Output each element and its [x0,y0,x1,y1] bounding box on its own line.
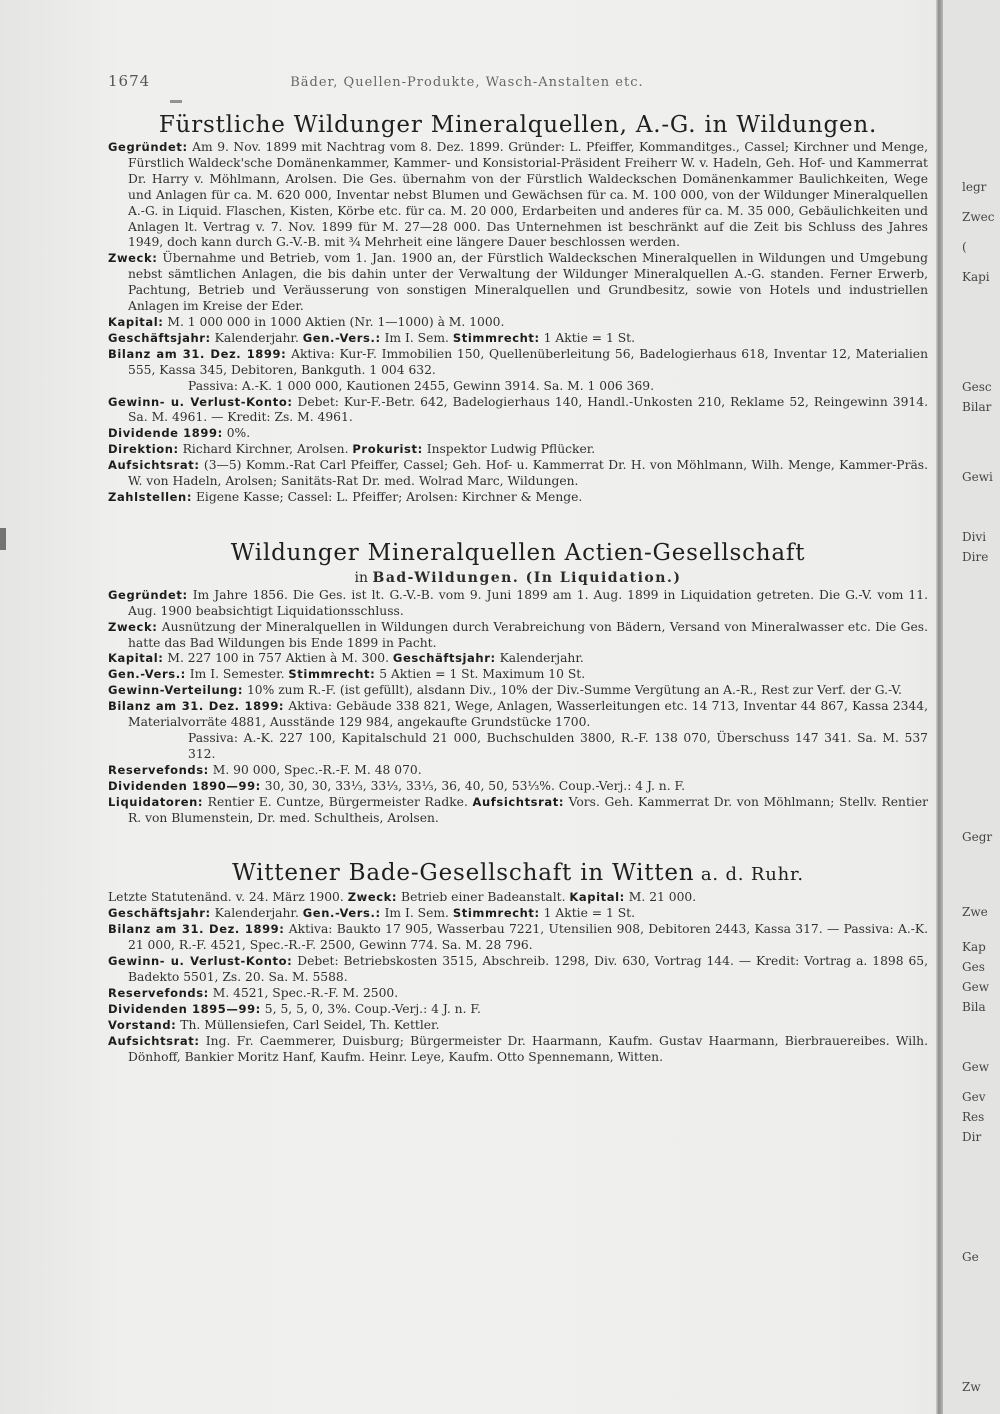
entry-text: 5, 5, 5, 0, 3%. Coup.-Verj.: 4 J. n. F. [260,1001,481,1016]
entry-label: Gegründet: [108,140,188,154]
entry-text: 10% zum R.-F. (ist gefüllt), alsdann Div., 10% der Div.-Summe Vergütung an A.-R., Rest zur Verf. der G.-V. [243,683,902,698]
company3-title-main: Wittener Bade-Gesellschaft in Witten [232,860,695,887]
margin-fragment: Dir [962,1130,982,1144]
entry-label: Gen.-Vers.: [302,330,381,345]
entry-label: Kapital: [569,890,625,905]
entry-paragraph [108,795,928,827]
margin-fragment: Bilar [962,400,992,414]
entry-text: Im I. Sem. [380,906,453,921]
entry-paragraph [108,779,928,795]
company3-title-suffix: a. d. Ruhr. [694,864,804,886]
entry-paragraph [108,699,928,731]
entry-label: Bilanz am 31. Dez. 1899: [108,699,285,714]
company2-title: Wildunger Mineralquellen Actien-Gesellschaft [230,539,806,566]
entry-label: Prokurist: [352,442,423,457]
page-header [108,72,928,100]
entry-text: 1 Aktie = 1 St. [539,906,635,921]
entry-paragraph [108,426,928,442]
margin-fragment: Dire [962,550,989,564]
margin-fragment: Kapi [962,270,990,284]
entry-paragraph [108,1002,928,1018]
margin-fragment: Zwe [962,905,988,919]
entry-text: Ausnützung der Mineralquellen in Wildungen durch Verabreichung von Bädern, Versand von Mineralwasser etc. Die Ges. hatte das Bad Wildungen bis Ende 1899 in Pacht. [128,619,928,650]
entry-label: Zweck: [347,890,398,905]
entry-label: Direktion: [108,442,179,457]
entry-paragraph [108,331,928,347]
company1-entry [108,140,928,506]
entry-text: Kalenderjahr. [210,330,303,345]
entry-label: Gegründet: [108,587,188,602]
entry-label: Geschäftsjahr: [108,906,211,921]
entry-text: 5 Aktien = 1 St. Maximum 10 St. [375,667,586,682]
entry-label: Geschäftsjahr: [392,651,496,666]
entry-text: Inspektor Ludwig Pflücker. [422,442,596,457]
margin-fragment: Gev [962,1090,986,1104]
entry-text: Aktiva: Kur-F. Immobilien 150, Quellenüberleitung 56, Badelogierhaus 618, Inventar 12, Materialien 555, Kassa 345, Debitoren, Bankguth. 1 004 632. [128,346,928,377]
entry-text: M. 1 000 000 in 1000 Aktien (Nr. 1—1000) à M. 1000. [163,314,505,329]
entry-paragraph [108,140,928,251]
entry-text: M. 21 000. [624,890,697,905]
company3-entry [108,890,928,1065]
entry-label: Gewinn- u. Verlust-Konto: [108,954,293,969]
entry-text: Eigene Kasse; Cassel: L. Pfeiffer; Arolsen: Kirchner & Menge. [192,489,583,504]
entry-paragraph [108,395,928,427]
entry-text: Passiva: A.-K. 1 000 000, Kautionen 2455, Gewinn 3914. Sa. M. 1 006 369. [188,378,655,393]
subtitle-place: Bad-Wildungen. [372,569,520,586]
entry-label: Aufsichtsrat: [108,458,200,473]
adjacent-page-edge [943,0,1000,1414]
entry-label: Gen.-Vers.: [302,906,381,921]
entry-paragraph [108,651,928,667]
subtitle-prefix: in [354,569,373,586]
entry-label: Kapital: [108,314,164,329]
entry-label: Vorstand: [108,1017,177,1032]
entry-label: Geschäftsjahr: [108,330,211,345]
entry-text: Ing. Fr. Caemmerer, Duisburg; Bürgermeister Dr. Haarmann, Kaufm. Gustav Haarmann, Bierbrauereibes. Wilh. Dönhoff, Bankier Moritz Hanf, Kaufm. Heinr. Leye, Kaufm. Otto Spennemann, Witten. [128,1033,928,1064]
page-number: 1674 [108,72,151,90]
entry-paragraph [108,731,928,763]
margin-fragment: Bila [962,1000,986,1014]
entry-label: Gewinn-Verteilung: [108,683,244,698]
entry-label: Stimmrecht: [452,330,540,345]
margin-fragment: legr [962,180,987,194]
binding-mark [0,528,6,550]
entry-paragraph [108,1018,928,1034]
page-content [108,72,928,1077]
entry-paragraph [108,890,928,906]
margin-fragment: Gewi [962,470,993,484]
entry-text: Im I. Sem. [380,330,453,345]
entry-label: Gen.-Vers.: [108,667,186,682]
entry-paragraph [108,315,928,331]
entry-text: Kalenderjahr. [495,651,584,666]
entry-label: Liquidatoren: [108,794,204,809]
entry-text: Debet: Betriebskosten 3515, Abschreib. 1298, Div. 630, Vortrag 144. — Kredit: Vortrag a. 1898 65, Badekto 5501, Zs. 20. Sa. M. 5588. [128,954,929,984]
entry-paragraph [108,347,928,379]
entry-label: Bilanz am 31. Dez. 1899: [108,346,287,361]
entry-text: M. 227 100 in 757 Aktien à M. 300. [163,651,393,666]
entry-text: Letzte Statutenänd. v. 24. März 1900. [108,890,348,905]
entry-paragraph [108,1034,928,1066]
entry-text: Rentier E. Cuntze, Bürgermeister Radke. [203,794,473,809]
entry-text: Am 9. Nov. 1899 mit Nachtrag vom 8. Dez. 1899. Gründer: L. Pfeiffer, Kommanditges., Cassel; Kirchner und Menge, Fürstlich Waldeck'sche Domänenkammer, Kammer- und Konsistorial-Präsident Freiherr W. v. Hadeln, Geh. Hof- und Kammerrat Dr. Harry v. Möhlmann, Arolsen. Die Ges. übernahm von der Fürstlich Waldeckschen Domänenkammer Baulichkeiten, Wege und Anlagen für ca. M. 620 000, Inventar nebst Blumen und Gewächsen für ca. M. 100 000, von der Wildunger Mineralquellen A.-G. in Liquid. Flaschen, Kisten, Körbe etc. für ca. M. 20 000, Erdarbeiten und anderes für ca. M. 35 000, Gebäulichkeiten und Anlagen lt. Vertrag v. 7. Nov. 1899 für M. 27—28 000. Das Unternehmen ist beschränkt auf die Zeit bis Schluss des Jahres 1949, doch kann durch G.-V.-B. mit ¾ Mehrheit eine längere Dauer beschlossen werden. [128,140,928,250]
entry-paragraph [108,954,928,986]
entry-label: Reservefonds: [108,985,209,1000]
entry-text: Im I. Semester. [185,667,289,682]
entry-label: Zweck: [108,251,158,266]
margin-fragment: Divi [962,530,987,544]
entry-text: Kalenderjahr. [210,906,303,921]
entry-label: Reservefonds: [108,762,209,777]
entry-label: Dividende 1899: [108,426,223,441]
margin-fragment: Ge [962,1250,979,1264]
entry-text: 1 Aktie = 1 St. [539,330,635,345]
entry-paragraph [108,763,928,779]
entry-paragraph [108,490,928,506]
margin-fragment: Gesc [962,380,992,394]
entry-label: Bilanz am 31. Dez. 1899: [108,922,285,937]
entry-paragraph [108,458,928,490]
book-gutter [936,0,943,1414]
entry-text: Debet: Kur-F.-Betr. 642, Badelogierhaus 140, Handl.-Unkosten 210, Reklame 52, Reingewinn 3914. Sa. M. 4961. — Kredit: Zs. M. 4961. [128,394,928,425]
margin-fragment: Gew [962,980,989,994]
entry-label: Dividenden 1890—99: [108,778,261,793]
margin-fragment: Kap [962,940,986,954]
margin-fragment: Gegr [962,830,993,844]
margin-fragment: Res [962,1110,985,1124]
company3-title [108,858,928,890]
entry-text: Aktiva: Baukto 17 905, Wasserbau 7221, Utensilien 908, Debitoren 2443, Kassa 317. — Passiva: A.-K. 21 000, R.-F. 4521, Spec.-R.-F. 2500, Gewinn 774. Sa. M. 28 796. [128,922,928,953]
entry-label: Aufsichtsrat: [472,794,565,809]
entry-text: Passiva: A.-K. 227 100, Kapitalschuld 21 000, Buchschulden 3800, R.-F. 138 070, Überschuss 147 341. Sa. M. 537 312. [188,731,928,761]
entry-paragraph [108,683,928,699]
entry-text: Übernahme und Betrieb, vom 1. Jan. 1900 an, der Fürstlich Waldeckschen Mineralquellen in Wildungen und Umgebung nebst sämtlichen Anlagen, die bis dahin unter der Verwaltung der Wildunger Mineralquellen A.-G. standen. Ferner Erwerb, Pachtung, Betrieb und Veräusserung von sonstigen Mineralquellen und Grundbesitz, sowie von Hotels und industriellen Anlagen im Kreise der Eder. [128,251,928,314]
entry-label: Gewinn- u. Verlust-Konto: [108,394,293,409]
entry-label: Aufsichtsrat: [108,1033,200,1048]
entry-text: M. 4521, Spec.-R.-F. M. 2500. [208,985,399,1000]
entry-label: Kapital: [108,651,164,666]
entry-paragraph [108,251,928,315]
margin-fragment: Gew [962,1060,989,1074]
margin-fragment: Zwec [962,210,995,224]
entry-text: Th. Müllensiefen, Carl Seidel, Th. Kettler. [176,1017,440,1032]
entry-text: Aktiva: Gebäude 338 821, Wege, Anlagen, Wasserleitungen etc. 14 713, Inventar 44 867, Kassa 2344, Materialvorräte 4881, Ausstände 129 984, angekaufte Grundstücke 1700. [128,699,928,730]
entry-text: Betrieb einer Badeanstalt. [397,890,570,905]
entry-text: 0%. [222,426,251,441]
margin-fragment: Ges [962,960,985,974]
margin-fragment: ( [962,240,967,254]
entry-paragraph [108,922,928,954]
entry-label: Dividenden 1895—99: [108,1001,261,1016]
entry-label: Zahlstellen: [108,489,193,504]
entry-label: Stimmrecht: [452,906,540,921]
entry-text: Im Jahre 1856. Die Ges. ist lt. G.-V.-B. vom 9. Juni 1899 am 1. Aug. 1899 in Liquidation getreten. Die G.-V. vom 11. Aug. 1900 beabsichtigt Liquidationsschluss. [128,587,928,618]
entry-text: Richard Kirchner, Arolsen. [178,442,353,457]
entry-text: Vors. Geh. Kammerrat Dr. von Möhlmann; Stellv. Rentier R. von Blumenstein, Dr. med. Schultheis, Arolsen. [128,794,929,825]
entry-paragraph [108,620,928,652]
entry-paragraph [108,667,928,683]
entry-paragraph [108,906,928,922]
entry-label: Stimmrecht: [288,667,376,682]
entry-label: Zweck: [108,619,158,634]
entry-text: 30, 30, 30, 33⅓, 33⅓, 33⅓, 36, 40, 50, 53⅓%. Coup.-Verj.: 4 J. n. F. [260,778,686,793]
entry-text: (3—5) Komm.-Rat Carl Pfeiffer, Cassel; Geh. Hof- u. Kammerrat Dr. H. von Möhlmann, Wilh. Menge, Kammer-Präs. W. von Hadeln, Arolsen; Sanitäts-Rat Dr. med. Wolrad Marc, Wildungen. [128,458,928,489]
company2-subtitle [108,570,928,586]
company1-title: Fürstliche Wildunger Mineralquellen, A.-G. in Wildungen. [158,112,878,138]
subtitle-liquidation: (In Liquidation.) [519,569,682,586]
company2-entry [108,588,928,827]
margin-fragment: Zw [962,1380,981,1394]
entry-paragraph [108,588,928,620]
entry-paragraph [108,379,928,395]
entry-paragraph [108,986,928,1002]
running-head: Bäder, Quellen-Produkte, Wasch-Anstalten etc. [290,75,644,90]
entry-text: M. 90 000, Spec.-R.-F. M. 48 070. [208,762,422,777]
entry-paragraph [108,442,928,458]
